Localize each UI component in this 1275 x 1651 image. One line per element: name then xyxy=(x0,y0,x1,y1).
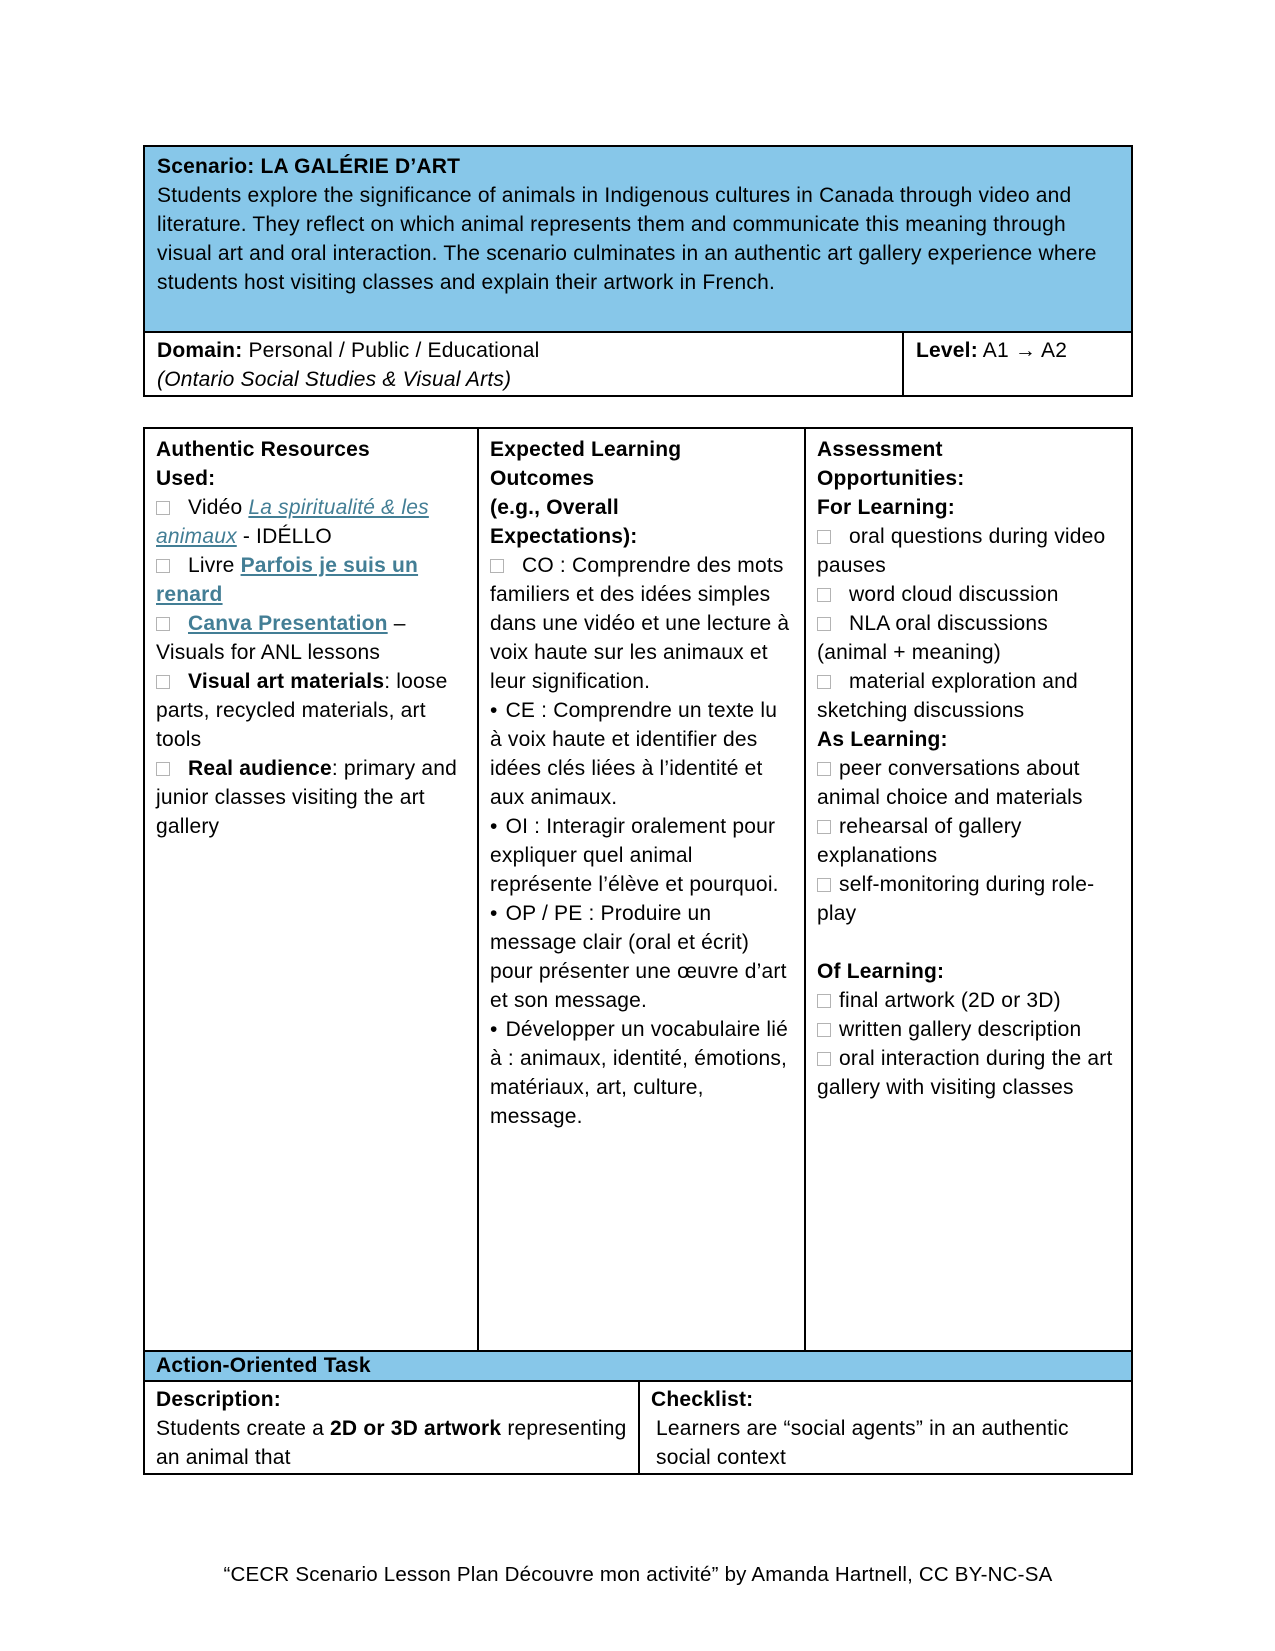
lesson-plan-table xyxy=(143,427,1133,1475)
resources-heading: Authentic Resources Used: xyxy=(156,438,370,490)
list-item xyxy=(156,754,466,841)
description-text xyxy=(156,1414,627,1472)
text-segment: OI : Interagir oralement pour expliquer quel animal représente l’élève et pourquoi. xyxy=(490,815,779,896)
text-segment: Vidéo xyxy=(188,496,249,519)
domain-level-row xyxy=(145,331,1131,395)
checkbox-icon xyxy=(817,617,831,631)
description-text-bold: 2D or 3D artwork xyxy=(330,1417,502,1440)
checkbox-icon xyxy=(817,588,831,602)
checklist-text: Learners are “social agents” in an authentic social context xyxy=(656,1417,1069,1469)
bullet-icon: • xyxy=(490,902,498,925)
description-text-pre: Students create a xyxy=(156,1417,331,1440)
outcomes-subheading: (e.g., Overall Expectations): xyxy=(490,496,638,548)
text-segment: OP / PE : Produire un message clair (oral et écrit) pour présenter une œuvre d’art et son message. xyxy=(490,902,787,1012)
text-segment: Livre xyxy=(188,554,241,577)
checkbox-icon xyxy=(817,530,831,544)
checkbox-icon xyxy=(817,994,831,1008)
domain-label: Domain: xyxy=(157,339,243,362)
text-segment: final artwork (2D or 3D) xyxy=(839,989,1061,1012)
bullet-icon: • xyxy=(490,815,498,838)
checkbox-icon xyxy=(817,762,831,776)
resource-link[interactable]: Parfois je suis un renard xyxy=(156,554,419,606)
for-learning-label: For Learning: xyxy=(817,496,955,519)
list-item xyxy=(817,667,1120,725)
list-item xyxy=(156,551,466,609)
list-item xyxy=(817,986,1120,1015)
text-segment: rehearsal of gallery explanations xyxy=(817,815,1022,867)
description-cell xyxy=(145,1382,638,1473)
resource-link[interactable]: Canva Presentation xyxy=(188,612,388,635)
level-value: A1 → A2 xyxy=(982,339,1068,362)
checkbox-icon xyxy=(490,559,504,573)
text-segment: – Visuals for ANL lessons xyxy=(156,612,406,664)
blank-line xyxy=(817,928,1120,957)
text-segment: : loose parts, recycled materials, art tools xyxy=(156,670,448,751)
text-segment: peer conversations about animal choice and materials xyxy=(817,757,1083,809)
text-segment: CO : Comprendre des mots familiers et des idées simples dans une vidéo et une lecture à voix haute sur les animaux et leur signification. xyxy=(490,554,790,693)
list-item xyxy=(817,754,1120,812)
resources-list xyxy=(156,493,466,841)
outcomes-list xyxy=(490,551,793,1131)
text-segment: - IDÉLLO xyxy=(236,525,332,548)
list-item xyxy=(817,1015,1120,1044)
text-segment: self-monitoring during role-play xyxy=(817,873,1095,925)
bullet-icon: • xyxy=(490,1018,498,1041)
level-label: Level: xyxy=(916,339,978,362)
checkbox-icon xyxy=(156,675,170,689)
outcomes-column xyxy=(477,429,804,1350)
description-text-post: representing an animal that xyxy=(156,1417,627,1469)
checklist-label: Checklist: xyxy=(651,1388,754,1411)
checkbox-icon xyxy=(156,501,170,515)
list-item xyxy=(817,1044,1120,1102)
list-item xyxy=(817,609,1120,667)
checkbox-icon xyxy=(817,1052,831,1066)
list-item xyxy=(817,812,1120,870)
scenario-table xyxy=(143,145,1133,397)
description-checklist-row xyxy=(145,1380,1131,1473)
of-learning-label: Of Learning: xyxy=(817,960,945,983)
checkbox-icon xyxy=(156,559,170,573)
assessment-heading: Assessment Opportunities: xyxy=(817,438,965,490)
checkbox-icon xyxy=(156,762,170,776)
text-segment: Real audience xyxy=(188,757,332,780)
list-item xyxy=(817,580,1120,609)
checkbox-icon xyxy=(817,1023,831,1037)
checkbox-icon xyxy=(156,617,170,631)
text-segment: written gallery description xyxy=(839,1018,1082,1041)
domain-value: Personal / Public / Educational xyxy=(248,339,540,362)
as-learning-list xyxy=(817,754,1120,928)
checkbox-icon xyxy=(817,878,831,892)
resources-column xyxy=(145,429,477,1350)
as-learning-label: As Learning: xyxy=(817,728,948,751)
assessment-column xyxy=(804,429,1131,1350)
text-segment: Visual art materials xyxy=(188,670,385,693)
text-segment: oral questions during video pauses xyxy=(817,525,1106,577)
text-segment: NLA oral discussions (animal + meaning) xyxy=(817,612,1048,664)
bullet-icon: • xyxy=(490,699,498,722)
text-segment: oral interaction during the art gallery with visiting classes xyxy=(817,1047,1113,1099)
text-segment: material exploration and sketching discussions xyxy=(817,670,1078,722)
scenario-header xyxy=(145,147,1131,331)
checkbox-icon xyxy=(817,820,831,834)
description-label: Description: xyxy=(156,1388,281,1411)
domain-note: (Ontario Social Studies & Visual Arts) xyxy=(157,368,512,391)
text-segment: word cloud discussion xyxy=(849,583,1059,606)
list-item xyxy=(817,870,1120,928)
list-item xyxy=(490,812,793,899)
columns-row xyxy=(145,429,1131,1350)
checkbox-icon xyxy=(817,675,831,689)
scenario-title: Scenario: LA GALÉRIE D’ART xyxy=(157,155,461,178)
list-item xyxy=(817,522,1120,580)
list-item xyxy=(490,696,793,812)
list-item xyxy=(490,1015,793,1131)
domain-line xyxy=(157,336,890,365)
of-learning-list xyxy=(817,986,1120,1102)
domain-cell xyxy=(145,333,902,395)
list-item xyxy=(490,551,793,696)
scenario-description: Students explore the significance of animals in Indigenous cultures in Canada through video and literature. They reflect on which animal represents them and communicate this meaning through visual art and oral interaction. The scenario culminates in an authentic art gallery experience where students host visiting classes and explain their artwork in French. xyxy=(157,184,1097,294)
list-item xyxy=(490,899,793,1015)
text-segment: CE : Comprendre un texte lu à voix haute et identifier des idées clés liées à l’identité et aux animaux. xyxy=(490,699,778,809)
for-learning-list xyxy=(817,522,1120,725)
list-item xyxy=(156,493,466,551)
text-segment: Développer un vocabulaire lié à : animaux, identité, émotions, matériaux, art, culture, message. xyxy=(490,1018,789,1128)
action-task-header: Action-Oriented Task xyxy=(145,1350,1131,1380)
text-segment: : primary and junior classes visiting the art gallery xyxy=(156,757,457,838)
level-cell xyxy=(902,333,1131,395)
resource-link[interactable]: La spiritualité & les animaux xyxy=(156,496,429,548)
list-item xyxy=(156,609,466,667)
checklist-cell xyxy=(638,1382,1131,1473)
footer-attribution: “CECR Scenario Lesson Plan Découvre mon activité” by Amanda Hartnell, CC BY-NC-SA xyxy=(223,1563,1053,1586)
list-item xyxy=(156,667,466,754)
outcomes-heading: Expected Learning Outcomes xyxy=(490,438,682,490)
